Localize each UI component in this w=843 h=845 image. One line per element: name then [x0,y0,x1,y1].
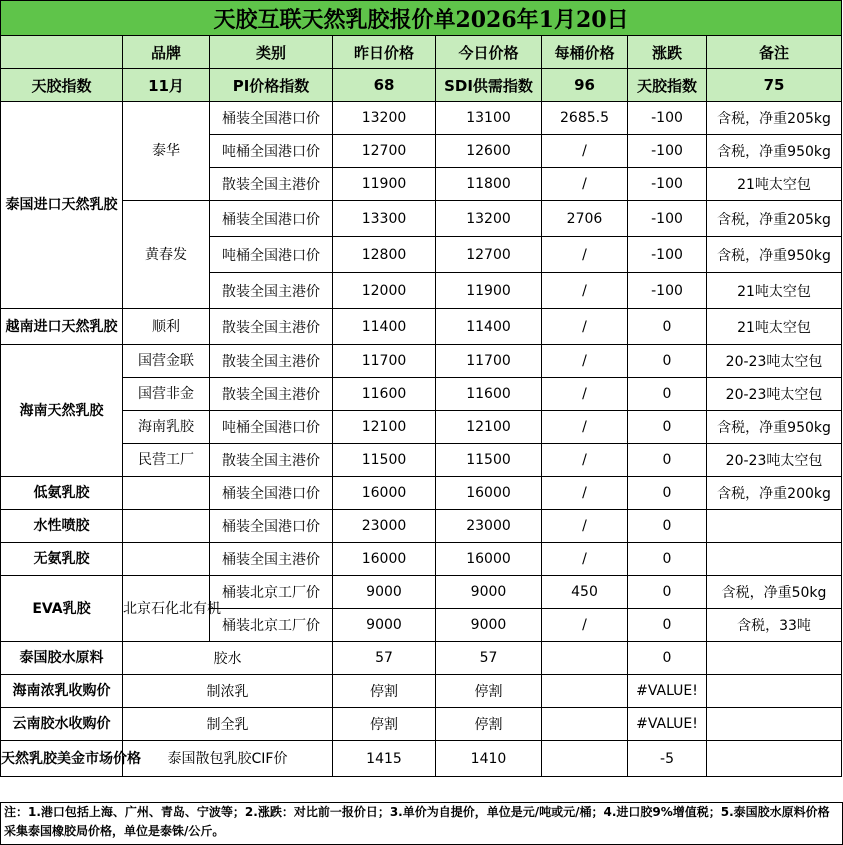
note-cell: 21吨太空包 [707,273,842,309]
yesterday-cell: 12100 [333,411,436,444]
change-cell: 0 [628,609,707,642]
note-cell: 含税，净重950kg [707,237,842,273]
barrel-cell: / [542,411,628,444]
barrel-cell: / [542,273,628,309]
barrel-cell: / [542,510,628,543]
pi-label: PI价格指数 [210,69,333,102]
tj-value: 75 [707,69,842,102]
group-low-ammonia: 低氨乳胶 [1,477,123,510]
change-cell: -100 [628,237,707,273]
note-cell: 21吨太空包 [707,309,842,345]
type-cell: 桶装北京工厂价 [210,576,333,609]
note-cell: 20-23吨太空包 [707,378,842,411]
barrel-cell [542,708,628,741]
yesterday-cell: 9000 [333,576,436,609]
today-cell: 16000 [436,543,542,576]
yesterday-cell: 11700 [333,345,436,378]
type-cell: 散装全国主港价 [210,273,333,309]
table-row [1,675,842,708]
barrel-cell: / [542,237,628,273]
yesterday-cell: 11500 [333,444,436,477]
index-month: 11月 [123,69,210,102]
barrel-cell: / [542,135,628,168]
note-cell [707,741,842,777]
change-cell: -100 [628,102,707,135]
brand-guoying-jinlian: 国营金联 [123,345,210,378]
today-cell: 12600 [436,135,542,168]
yesterday-cell: 11400 [333,309,436,345]
change-cell: 0 [628,576,707,609]
today-cell: 11900 [436,273,542,309]
note-cell [707,708,842,741]
change-cell: 0 [628,345,707,378]
brand-cell [123,510,210,543]
note-cell [707,642,842,675]
table-row [1,510,842,543]
change-cell: -100 [628,135,707,168]
type-cell: 桶装北京工厂价 [210,609,333,642]
header-cell [1,36,123,69]
table-row [1,309,842,345]
barrel-cell: / [542,168,628,201]
brand-huangchunfa: 黄春发 [123,201,210,309]
today-cell: 9000 [436,576,542,609]
tj-label: 天胶指数 [628,69,707,102]
today-cell: 停割 [436,708,542,741]
today-cell: 11700 [436,345,542,378]
type-cell: 桶装全国港口价 [210,201,333,237]
barrel-cell [542,675,628,708]
change-cell: -100 [628,168,707,201]
type-cell: 散装全国主港价 [210,444,333,477]
yesterday-cell: 1415 [333,741,436,777]
note-cell [707,543,842,576]
yesterday-cell: 13300 [333,201,436,237]
header-cell: 备注 [707,36,842,69]
yesterday-cell: 16000 [333,543,436,576]
header-cell: 昨日价格 [333,36,436,69]
footer-note: 注：1.港口包括上海、广州、青岛、宁波等；2.涨跌：对比前一报价日；3.单价为自提价，单位是元/吨或元/桶；4.进口胶9%增值税；5.泰国胶水原料价格采集泰国橡胶局价格，单位是泰铢/公斤。 [0,802,843,845]
group-eva: EVA乳胶 [1,576,123,642]
brand-beijing-shihua: 北京石化北有机 [123,576,210,642]
type-cell: 桶装全国港口价 [210,102,333,135]
today-cell: 13200 [436,201,542,237]
change-cell: #VALUE! [628,675,707,708]
table-row [1,444,842,477]
note-cell: 含税，净重950kg [707,135,842,168]
table-row [1,642,842,675]
header-cell: 今日价格 [436,36,542,69]
note-cell: 20-23吨太空包 [707,345,842,378]
type-cell: 胶水 [123,642,333,675]
brand-guoying-feijin: 国营非金 [123,378,210,411]
brand-hainan-rujiao: 海南乳胶 [123,411,210,444]
brand-cell [123,543,210,576]
brand-cell [123,477,210,510]
table-row [1,576,842,609]
change-cell: -100 [628,273,707,309]
today-cell: 11600 [436,378,542,411]
table-row [1,378,842,411]
change-cell: 0 [628,411,707,444]
table-row [1,543,842,576]
header-cell: 类别 [210,36,333,69]
title-row [1,1,842,36]
header-cell: 涨跌 [628,36,707,69]
change-cell: 0 [628,444,707,477]
today-cell: 11400 [436,309,542,345]
yesterday-cell: 11600 [333,378,436,411]
yesterday-cell: 12800 [333,237,436,273]
barrel-cell: / [542,345,628,378]
group-waterborne: 水性喷胶 [1,510,123,543]
barrel-cell: / [542,378,628,411]
change-cell: 0 [628,543,707,576]
index-row [1,69,842,102]
group-vietnam-import: 越南进口天然乳胶 [1,309,123,345]
type-cell: 散装全国主港价 [210,168,333,201]
type-cell: 桶装全国港口价 [210,477,333,510]
barrel-cell: / [542,543,628,576]
barrel-cell: / [542,309,628,345]
table-row [1,411,842,444]
group-hainan-purchase: 海南浓乳收购价 [1,675,123,708]
note-cell: 含税，净重200kg [707,477,842,510]
table-row [1,345,842,378]
type-cell: 泰国散包乳胶CIF价 [123,741,333,777]
type-cell: 吨桶全国港口价 [210,411,333,444]
type-cell: 吨桶全国港口价 [210,135,333,168]
table-row [1,201,842,237]
barrel-cell: / [542,609,628,642]
note-cell: 20-23吨太空包 [707,444,842,477]
table-row [1,708,842,741]
barrel-cell: 450 [542,576,628,609]
type-cell: 吨桶全国港口价 [210,237,333,273]
today-cell: 23000 [436,510,542,543]
header-cell: 每桶价格 [542,36,628,69]
today-cell: 12100 [436,411,542,444]
today-cell: 11800 [436,168,542,201]
today-cell: 13100 [436,102,542,135]
group-thai-import: 泰国进口天然乳胶 [1,102,123,309]
brand-shunli: 顺利 [123,309,210,345]
yesterday-cell: 11900 [333,168,436,201]
barrel-cell: / [542,444,628,477]
sdi-label: SDI供需指数 [436,69,542,102]
group-hainan: 海南天然乳胶 [1,345,123,477]
table-row [1,477,842,510]
type-cell: 散装全国主港价 [210,345,333,378]
change-cell: -5 [628,741,707,777]
barrel-cell [542,741,628,777]
change-cell: 0 [628,510,707,543]
change-cell: 0 [628,642,707,675]
yesterday-cell: 停割 [333,708,436,741]
today-cell: 16000 [436,477,542,510]
note-cell: 含税，33吨 [707,609,842,642]
group-usd-market: 天然乳胶美金市场价格 [1,741,123,777]
type-cell: 散装全国主港价 [210,378,333,411]
change-cell: -100 [628,201,707,237]
note-cell: 含税，净重950kg [707,411,842,444]
brand-taihua: 泰华 [123,102,210,201]
type-cell: 制全乳 [123,708,333,741]
note-cell: 21吨太空包 [707,168,842,201]
today-cell: 9000 [436,609,542,642]
today-cell: 停割 [436,675,542,708]
change-cell: 0 [628,477,707,510]
yesterday-cell: 停割 [333,675,436,708]
page-title: 天胶互联天然乳胶报价单2026年1月20日 [1,1,842,36]
index-label: 天胶指数 [1,69,123,102]
type-cell: 制浓乳 [123,675,333,708]
type-cell: 桶装全国港口价 [210,510,333,543]
group-yunnan-purchase: 云南胶水收购价 [1,708,123,741]
yesterday-cell: 13200 [333,102,436,135]
table-row [1,102,842,135]
change-cell: 0 [628,378,707,411]
sdi-value: 96 [542,69,628,102]
today-cell: 12700 [436,237,542,273]
barrel-cell: / [542,477,628,510]
note-cell: 含税，净重205kg [707,102,842,135]
yesterday-cell: 57 [333,642,436,675]
yesterday-cell: 16000 [333,477,436,510]
today-cell: 11500 [436,444,542,477]
yesterday-cell: 23000 [333,510,436,543]
pi-value: 68 [333,69,436,102]
header-row [1,36,842,69]
barrel-cell: 2685.5 [542,102,628,135]
type-cell: 散装全国主港价 [210,309,333,345]
yesterday-cell: 9000 [333,609,436,642]
barrel-cell [542,642,628,675]
change-cell: 0 [628,309,707,345]
today-cell: 57 [436,642,542,675]
barrel-cell: 2706 [542,201,628,237]
group-no-ammonia: 无氨乳胶 [1,543,123,576]
note-cell [707,675,842,708]
group-thai-raw: 泰国胶水原料 [1,642,123,675]
brand-minying-gongchang: 民营工厂 [123,444,210,477]
today-cell: 1410 [436,741,542,777]
change-cell: #VALUE! [628,708,707,741]
yesterday-cell: 12000 [333,273,436,309]
type-cell: 桶装全国主港价 [210,543,333,576]
note-cell: 含税，净重50kg [707,576,842,609]
header-cell: 品牌 [123,36,210,69]
yesterday-cell: 12700 [333,135,436,168]
note-cell: 含税，净重205kg [707,201,842,237]
table-row [1,741,842,777]
note-cell [707,510,842,543]
